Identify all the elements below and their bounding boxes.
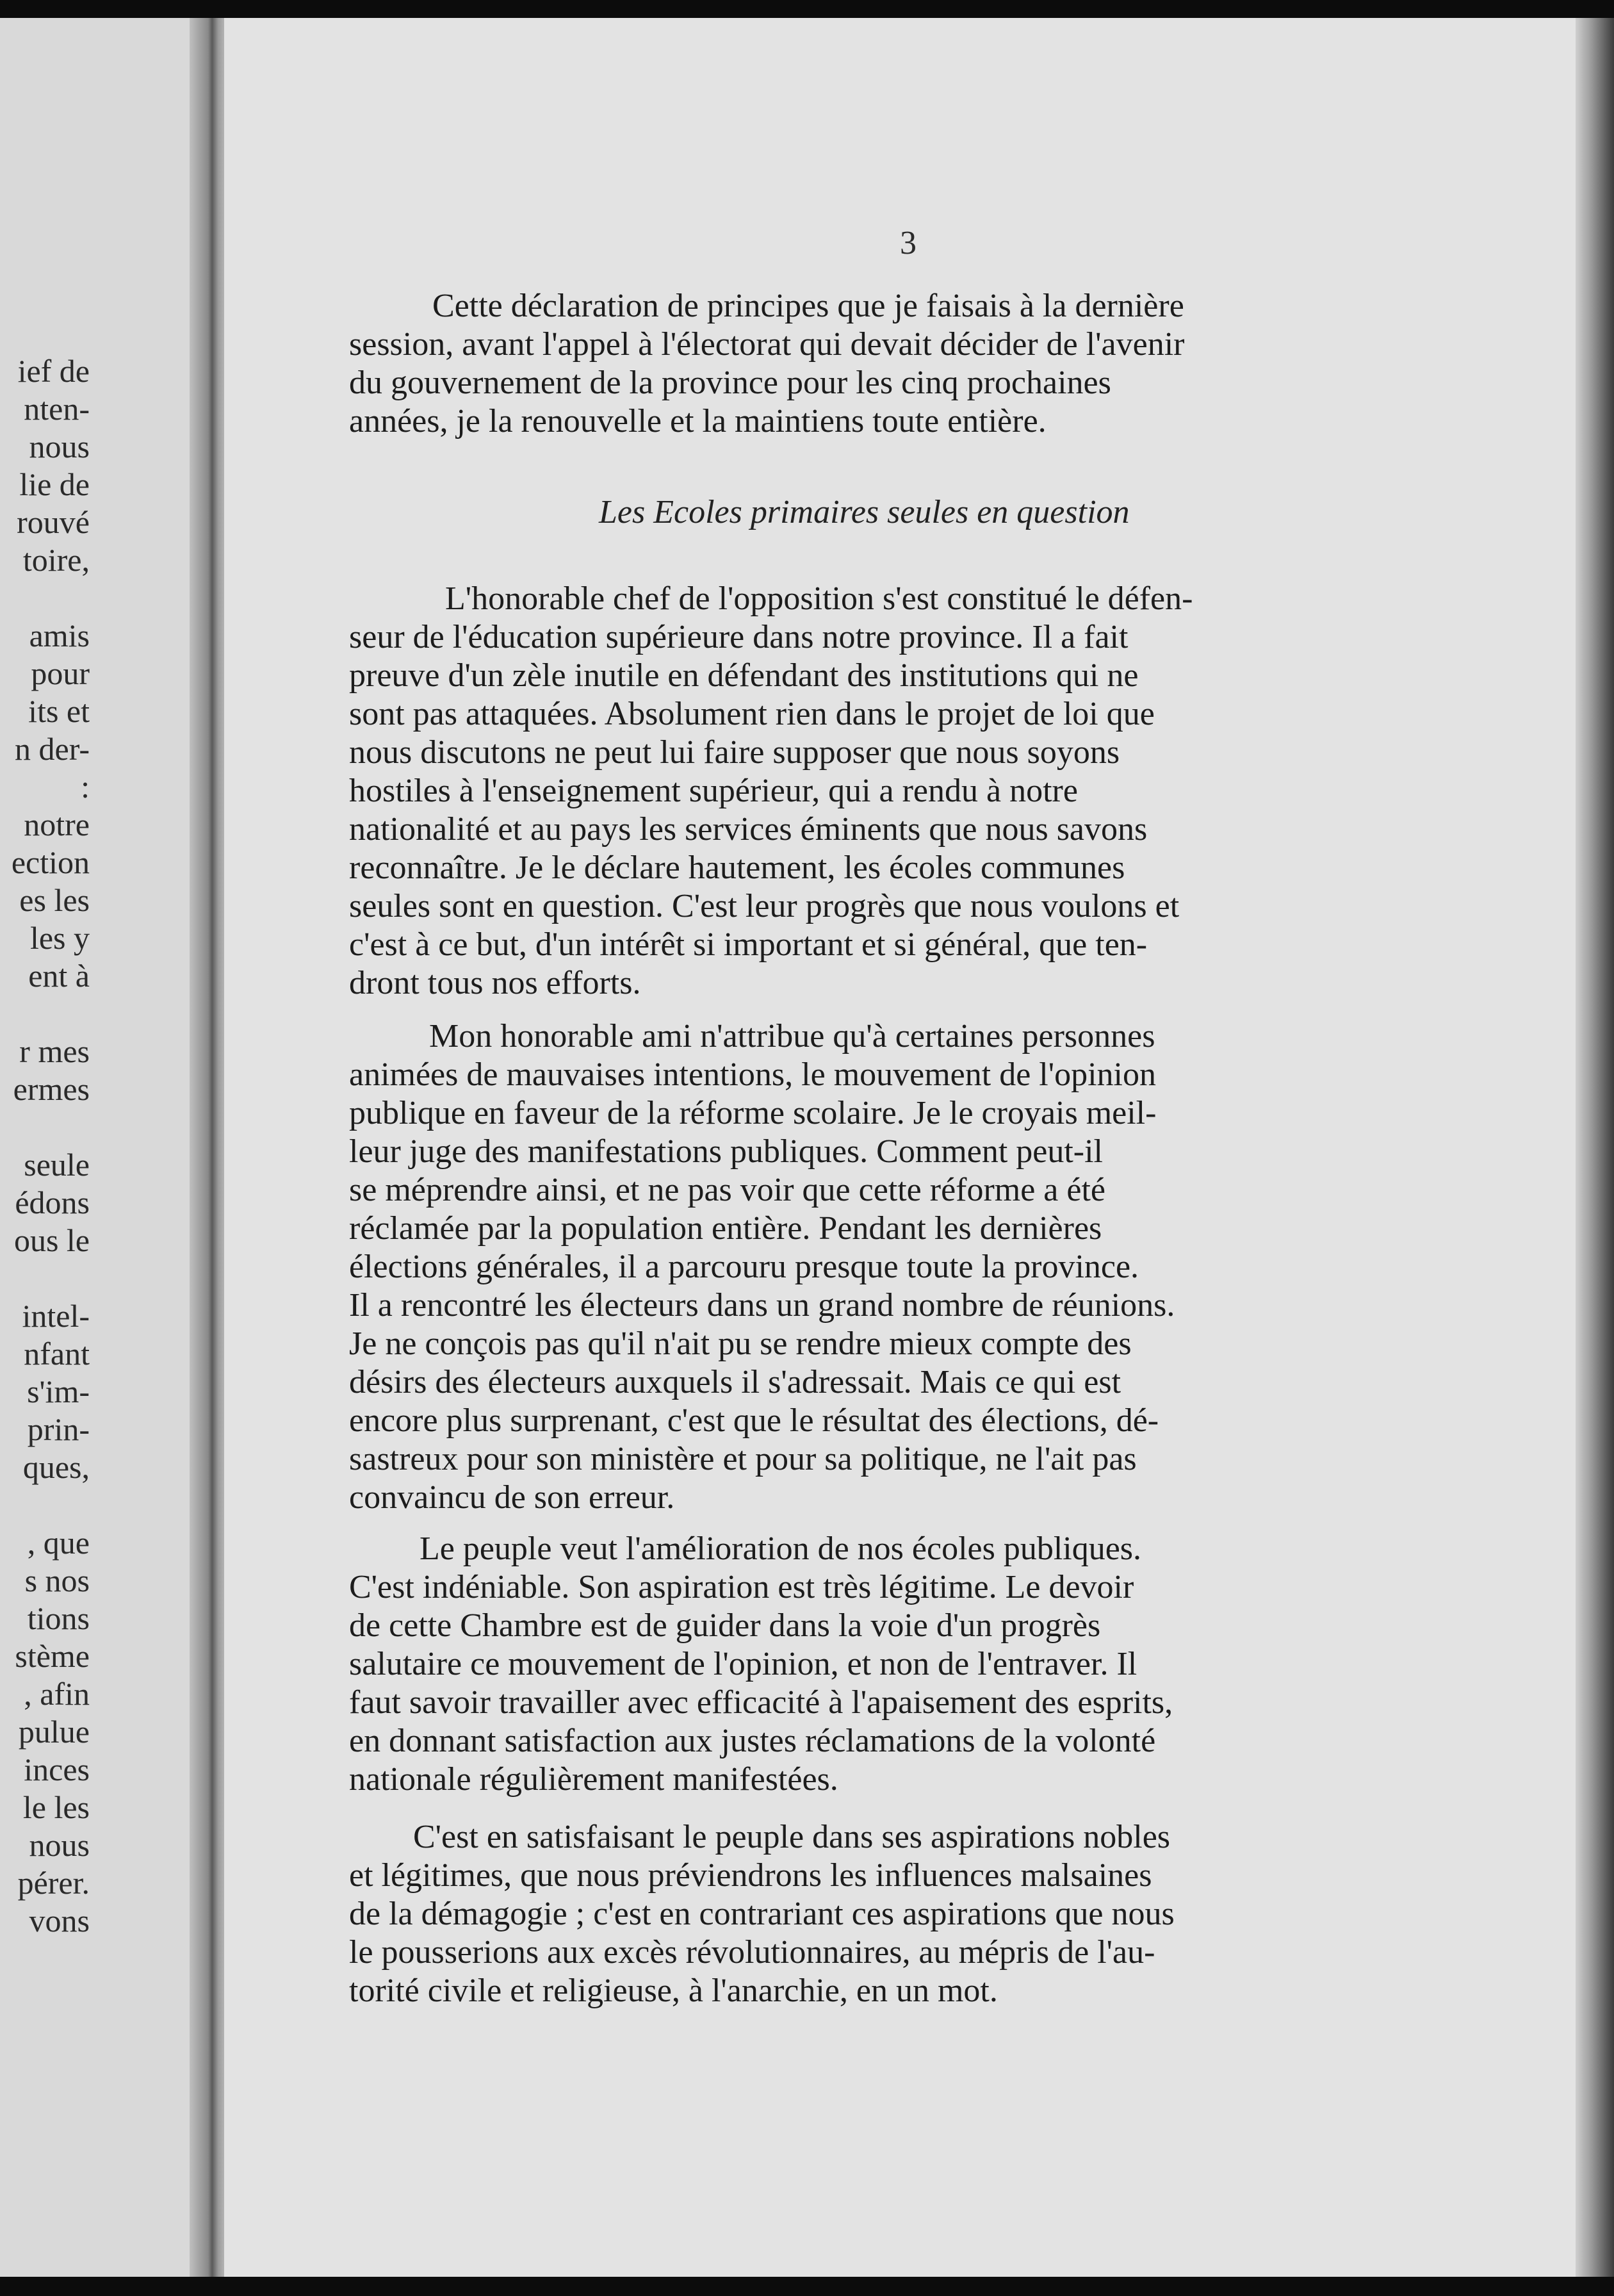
text-line: Il a rencontré les électeurs dans un grand nombre de réunions. — [349, 1287, 1175, 1324]
facing-page-text-column — [0, 352, 90, 1940]
facing-page-fragment — [0, 1486, 90, 1524]
scan-top-border — [0, 0, 1614, 18]
paragraph-1 — [349, 287, 1438, 441]
text-line: années, je la renouvelle et la maintiens toute entière. — [349, 403, 1047, 439]
facing-page-fragment: le les — [22, 1789, 90, 1825]
text-line: leur juge des manifestations publiques. Comment peut-il — [349, 1133, 1104, 1170]
text-line: animées de mauvaises intentions, le mouvement de l'opinion — [349, 1056, 1156, 1093]
facing-page-fragment: notre — [24, 807, 90, 842]
text-line: sont pas attaquées. Absolument rien dans le projet de loi que — [349, 696, 1155, 732]
facing-page-fragment: nten- — [24, 391, 90, 427]
text-line: en donnant satisfaction aux justes réclamations de la volonté — [349, 1723, 1156, 1759]
text-line: faut savoir travailler avec efficacité à l'apaisement des esprits, — [349, 1684, 1173, 1721]
paragraph-5 — [349, 1818, 1438, 2010]
facing-page-fragment: rouvé — [17, 504, 90, 540]
text-line: seules sont en question. C'est leur progrès que nous voulons et — [349, 888, 1180, 924]
page-right-edge — [1576, 18, 1614, 2277]
facing-page-fragment: n der- — [15, 731, 90, 767]
facing-page-fragment: nous — [29, 1827, 90, 1863]
facing-page-fragment: pulue — [18, 1714, 90, 1750]
facing-page-fragment — [0, 579, 90, 617]
facing-page-fragment: les y — [29, 920, 90, 956]
text-line: Mon honorable ami n'attribue qu'à certaines personnes — [429, 1018, 1155, 1054]
text-line: c'est à ce but, d'un intérêt si important et si général, que ten- — [349, 926, 1148, 963]
facing-page-fragment: inces — [24, 1751, 90, 1787]
text-line: désirs des électeurs auxquels il s'adressait. Mais ce qui est — [349, 1364, 1121, 1400]
text-line: C'est en satisfaisant le peuple dans ses aspirations nobles — [413, 1819, 1171, 1855]
facing-page-fragment: its et — [28, 693, 90, 729]
text-line: encore plus surprenant, c'est que le résultat des élections, dé- — [349, 1402, 1159, 1439]
text-line: de cette Chambre est de guider dans la voie d'un progrès — [349, 1607, 1101, 1644]
scan-bottom-border — [0, 2277, 1614, 2296]
text-line: preuve d'un zèle inutile en défendant des institutions qui ne — [349, 657, 1139, 694]
text-line: session, avant l'appel à l'électorat qui devait décider de l'avenir — [349, 326, 1185, 363]
text-line: torité civile et religieuse, à l'anarchie, en un mot. — [349, 1972, 998, 2009]
facing-page-fragment: s'im- — [27, 1374, 90, 1409]
paragraph-3 — [349, 1017, 1438, 1517]
facing-page-fragment: stème — [15, 1638, 90, 1674]
facing-page-fragment: , afin — [24, 1676, 90, 1712]
facing-page-fragment: ent à — [28, 958, 90, 994]
text-line: et légitimes, que nous préviendrons les influences malsaines — [349, 1857, 1152, 1894]
facing-page-fragment: : — [81, 769, 90, 805]
facing-page-fragment — [0, 995, 90, 1033]
facing-page-fragment: ection — [11, 844, 90, 880]
text-line: L'honorable chef de l'opposition s'est constitué le défen- — [445, 580, 1193, 617]
facing-page-fragment: ques, — [22, 1449, 90, 1485]
text-line: sastreux pour son ministère et pour sa politique, ne l'ait pas — [349, 1441, 1137, 1477]
facing-page-fragment: vons — [29, 1903, 90, 1939]
text-line: élections générales, il a parcouru presque toute la province. — [349, 1249, 1139, 1285]
facing-page-fragment: r mes — [19, 1033, 90, 1069]
facing-page-fragment: nous — [29, 429, 90, 464]
page-number: 3 — [900, 225, 917, 261]
facing-page-fragment: pour — [31, 655, 90, 691]
facing-page-fragment: nfant — [24, 1336, 90, 1372]
text-line: salutaire ce mouvement de l'opinion, et non de l'entraver. Il — [349, 1646, 1137, 1682]
facing-page-fragment: lie de — [19, 466, 90, 502]
text-line: de la démagogie ; c'est en contrariant ces aspirations que nous — [349, 1896, 1175, 1932]
facing-page-fragment: ous le — [13, 1222, 90, 1258]
facing-page-fragment — [0, 1259, 90, 1297]
facing-page-fragment: , que — [27, 1525, 90, 1561]
facing-page-fragment: s nos — [24, 1562, 90, 1598]
text-line: reconnaître. Je le déclare hautement, les écoles communes — [349, 849, 1125, 886]
facing-page-fragment: amis — [29, 618, 90, 653]
text-line: Cette déclaration de principes que je faisais à la dernière — [432, 288, 1184, 324]
text-line: le pousserions aux excès révolutionnaires, au mépris de l'au- — [349, 1934, 1155, 1971]
text-line: convaincu de son erreur. — [349, 1479, 675, 1516]
paragraph-4 — [349, 1530, 1438, 1799]
text-line: du gouvernement de la province pour les cinq prochaines — [349, 365, 1111, 401]
facing-page-fragment — [0, 1108, 90, 1146]
text-line: seur de l'éducation supérieure dans notre province. Il a fait — [349, 619, 1129, 655]
text-line: nationale régulièrement manifestées. — [349, 1761, 838, 1798]
section-heading: Les Ecoles primaires seules en question — [599, 494, 1130, 530]
facing-page-fragment: tions — [27, 1600, 90, 1636]
facing-page — [0, 18, 211, 2277]
facing-page-fragment: prin- — [27, 1411, 90, 1447]
facing-page-fragment: toire, — [22, 542, 90, 578]
text-line: nationalité et au pays les services éminents que nous savons — [349, 811, 1148, 848]
facing-page-fragment: pérer. — [17, 1865, 90, 1901]
text-line: nous discutons ne peut lui faire supposer que nous soyons — [349, 734, 1120, 771]
facing-page-fragment: intel- — [22, 1298, 90, 1334]
text-line: publique en faveur de la réforme scolaire. Je le croyais meil- — [349, 1095, 1157, 1131]
text-line: Le peuple veut l'amélioration de nos écoles publiques. — [420, 1530, 1142, 1567]
facing-page-fragment: ief de — [17, 353, 90, 389]
paragraph-2 — [349, 580, 1438, 1003]
facing-page-fragment: es les — [19, 882, 90, 918]
facing-page-fragment: ermes — [13, 1071, 90, 1107]
facing-page-fragment: seule — [24, 1147, 90, 1183]
facing-page-fragment: édons — [15, 1185, 90, 1220]
text-line: Je ne conçois pas qu'il n'ait pu se rendre mieux compte des — [349, 1325, 1132, 1362]
text-line: C'est indéniable. Son aspiration est très légitime. Le devoir — [349, 1569, 1134, 1605]
text-line: dront tous nos efforts. — [349, 965, 641, 1001]
text-line: se méprendre ainsi, et ne pas voir que cette réforme a été — [349, 1172, 1105, 1208]
text-line: hostiles à l'enseignement supérieur, qui a rendu à notre — [349, 773, 1078, 809]
text-line: réclamée par la population entière. Pendant les dernières — [349, 1210, 1102, 1247]
